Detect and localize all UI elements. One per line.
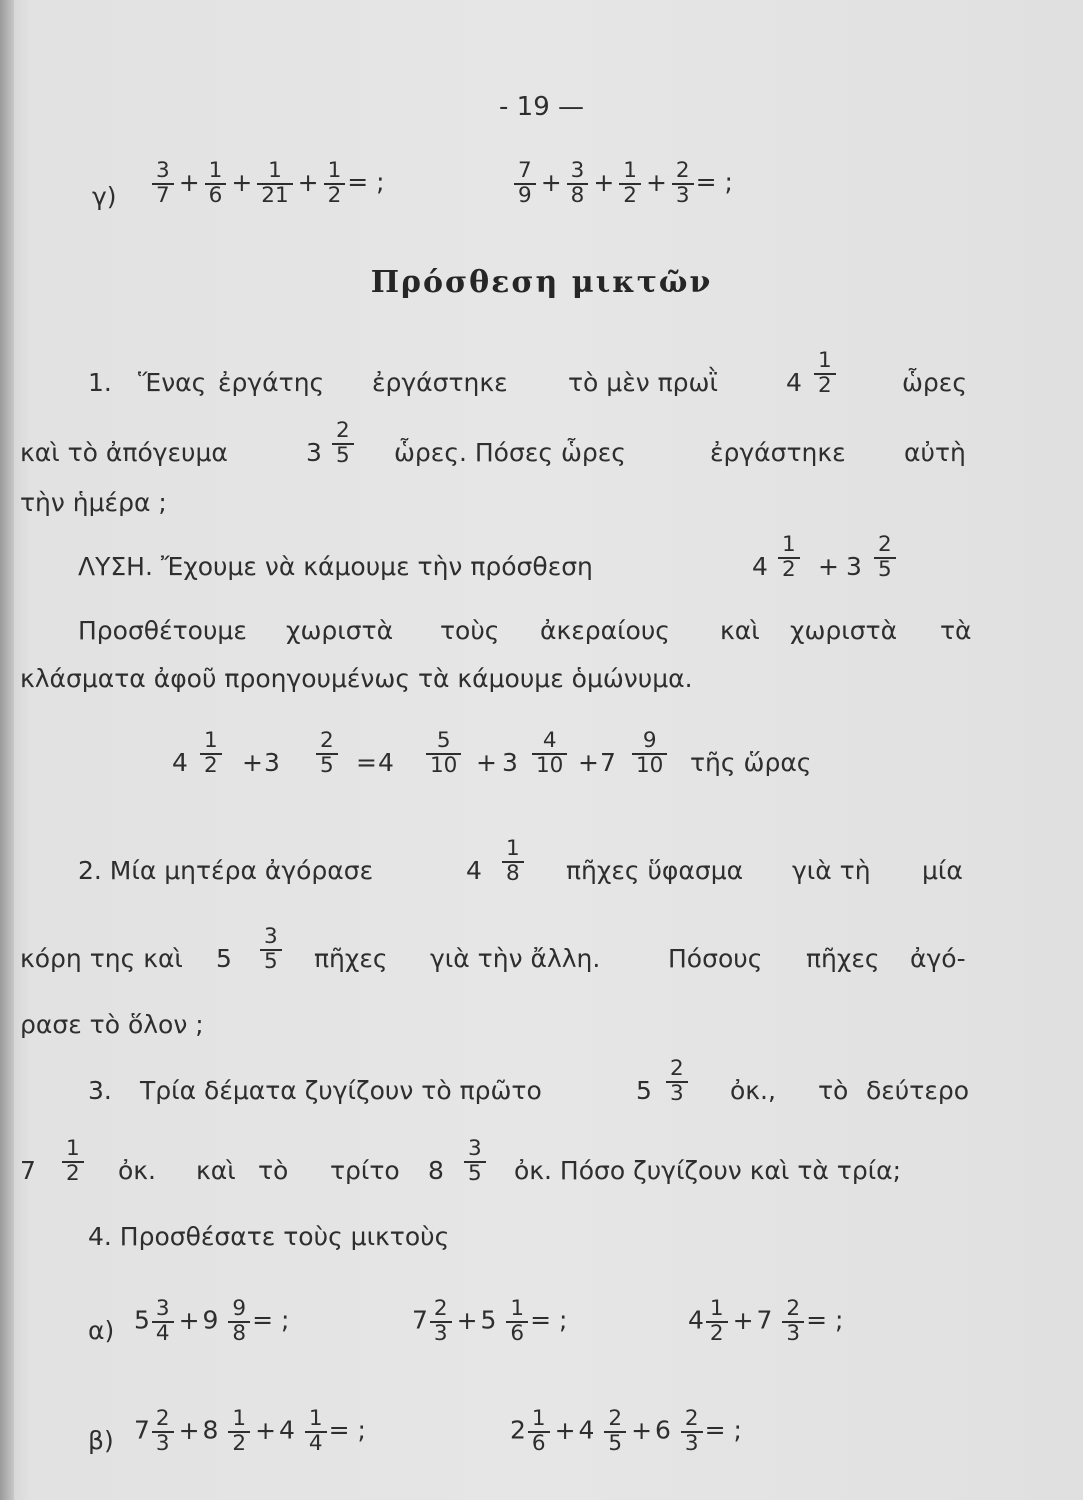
- fraction: $\frac{1}{2}$: [228, 1408, 250, 1455]
- fraction: $\frac{3}{8}$: [567, 160, 589, 207]
- fraction: $\frac{1}{6}$: [506, 1298, 528, 1345]
- fraction: $\frac{2}{3}$: [666, 1058, 688, 1105]
- fraction: $\frac{2}{5}$: [316, 730, 338, 777]
- fraction: $\frac{2}{5}$: [874, 534, 896, 581]
- fraction: $\frac{5}{10}$: [426, 730, 461, 777]
- fraction: $\frac{1}{8}$: [502, 838, 524, 885]
- fraction: $\frac{2}{3}$: [430, 1298, 452, 1345]
- fraction: $\frac{7}{9}$: [514, 160, 536, 207]
- fraction: $\frac{2}{5}$: [332, 420, 354, 467]
- fraction: $\frac{3}{5}$: [464, 1138, 486, 1185]
- fraction: $\frac{1}{4}$: [305, 1408, 327, 1455]
- fraction: $\frac{1}{2}$: [62, 1138, 84, 1185]
- page-number: - 19 —: [499, 92, 584, 122]
- fraction: $\frac{4}{10}$: [532, 730, 567, 777]
- fraction: $\frac{1}{2}$: [619, 160, 641, 207]
- fraction: $\frac{3}{7}$: [152, 160, 174, 207]
- alpha-expression-1: 5 $\frac{3}{4}$ + 9 $\frac{9}{8}$ = ;: [134, 1296, 290, 1346]
- section-title: Πρόσθεση μικτῶν: [370, 265, 713, 300]
- fraction: $\frac{1}{2}$: [200, 730, 222, 777]
- beta-expression-2: 2 $\frac{1}{6}$ + 4 $\frac{2}{5}$ + 6 $\frac{2}{3}$ = ;: [510, 1406, 742, 1456]
- book-page: - 19 — γ) $\frac{3}{7}$ + $\frac{1}{6}$ + $\frac{1}{21}$ + $\frac{1}{2}$ = ; $\frac{7}{9}$ + $\frac{3}{8}$ + $\frac{1}{2}$ + $\frac{2}{3}$ = ; Πρόσθεση μικτῶν 1. Ἕνας ἐργάτης ἐργάστηκε τὸ μὲν πρωῒ 4 $\frac{1}{2}$ ὧρες καὶ τὸ ἀπόγευμα 3 $\frac{2}{5}$ ὧρες. Πόσες ὧρες ἐργάστηκε αὐτὴ τὴν ἡμέρα ; ΛΥΣΗ. Ἔχουμε νὰ κάμουμε τὴν πρόσθεση 4 $\frac{1}{2}$ + 3 $\frac{2}{5}$ Προσθέτουμε χωριστὰ τοὺς ἀκεραίους καὶ χωριστὰ τὰ κλάσματα ἀφοῦ προηγουμένως τὰ κάμουμε ὁμώνυμα. 4 $\frac{1}{2}$ + 3 $\frac{2}{5}$ = 4 $\frac{5}{10}$ + 3 $\frac{4}{10}$ + 7 $\frac{9}{10}$ τῆς ὥρας 2. Μία μητέρα ἀγόρασε 4 $\frac{1}{8}$ πῆχες ὕφασμα γιὰ τὴ μία κόρη της καὶ 5 $\frac{3}{5}$ πῆχες γιὰ τὴν ἄλλη. Πόσους πῆχες ἀγό- ρασε τὸ ὅλον ; 3. Τρία δέματα ζυγίζουν τὸ πρῶτο 5 $\frac{2}{3}$ ὀκ., τὸ δεύτερο 7 $\frac{1}{2}$ ὀκ. καὶ τὸ τρίτο 8 $\frac{3}{5}$ ὀκ. Πόσο ζυγίζουν καὶ τὰ τρία; 4. Προσθέσατε τοὺς μικτοὺς α) 5 $\frac{3}{4}$ + 9 $\frac{9}{8}$ = ; 7 $\frac{2}{3}$ + 5 $\frac{1}{6}$ = ; 4 $\frac{1}{2}$ + 7 $\frac{2}{3}$ = ; β) 7 $\frac{2}{3}$ + 8 $\frac{1}{2}$ + 4 $\frac{1}{4}$ = ; 2 $\frac{1}{6}$ + 4 $\frac{2}{5}$ + 6 $\frac{2}{3}$ = ;: [0, 0, 1083, 1500]
- fraction: $\frac{9}{10}$: [632, 730, 667, 777]
- fraction: $\frac{3}{4}$: [152, 1298, 174, 1345]
- fraction: $\frac{1}{6}$: [528, 1408, 550, 1455]
- fraction: $\frac{2}{3}$: [782, 1298, 804, 1345]
- fraction: $\frac{2}{3}$: [681, 1408, 703, 1455]
- fraction: $\frac{1}{21}$: [257, 160, 292, 207]
- fraction: $\frac{1}{2}$: [706, 1298, 728, 1345]
- fraction: $\frac{2}{3}$: [152, 1408, 174, 1455]
- alpha-expression-3: 4 $\frac{1}{2}$ + 7 $\frac{2}{3}$ = ;: [688, 1296, 844, 1346]
- fraction: $\frac{1}{2}$: [324, 160, 346, 207]
- fraction: $\frac{3}{5}$: [260, 926, 282, 973]
- gamma-expression-1: $\frac{3}{7}$ + $\frac{1}{6}$ + $\frac{1}{21}$ + $\frac{1}{2}$ = ;: [150, 160, 385, 207]
- page-spine-shadow: [0, 0, 14, 1500]
- fraction: $\frac{1}{2}$: [778, 534, 800, 581]
- gamma-label: γ): [92, 182, 117, 211]
- fraction: $\frac{1}{2}$: [814, 350, 836, 397]
- fraction: $\frac{1}{6}$: [205, 160, 227, 207]
- gamma-expression-2: $\frac{7}{9}$ + $\frac{3}{8}$ + $\frac{1}{2}$ + $\frac{2}{3}$ = ;: [512, 160, 733, 207]
- fraction: $\frac{2}{5}$: [604, 1408, 626, 1455]
- beta-expression-1: 7 $\frac{2}{3}$ + 8 $\frac{1}{2}$ + 4 $\frac{1}{4}$ = ;: [134, 1406, 366, 1456]
- fraction: $\frac{9}{8}$: [228, 1298, 250, 1345]
- alpha-expression-2: 7 $\frac{2}{3}$ + 5 $\frac{1}{6}$ = ;: [412, 1296, 568, 1346]
- fraction: $\frac{2}{3}$: [672, 160, 694, 207]
